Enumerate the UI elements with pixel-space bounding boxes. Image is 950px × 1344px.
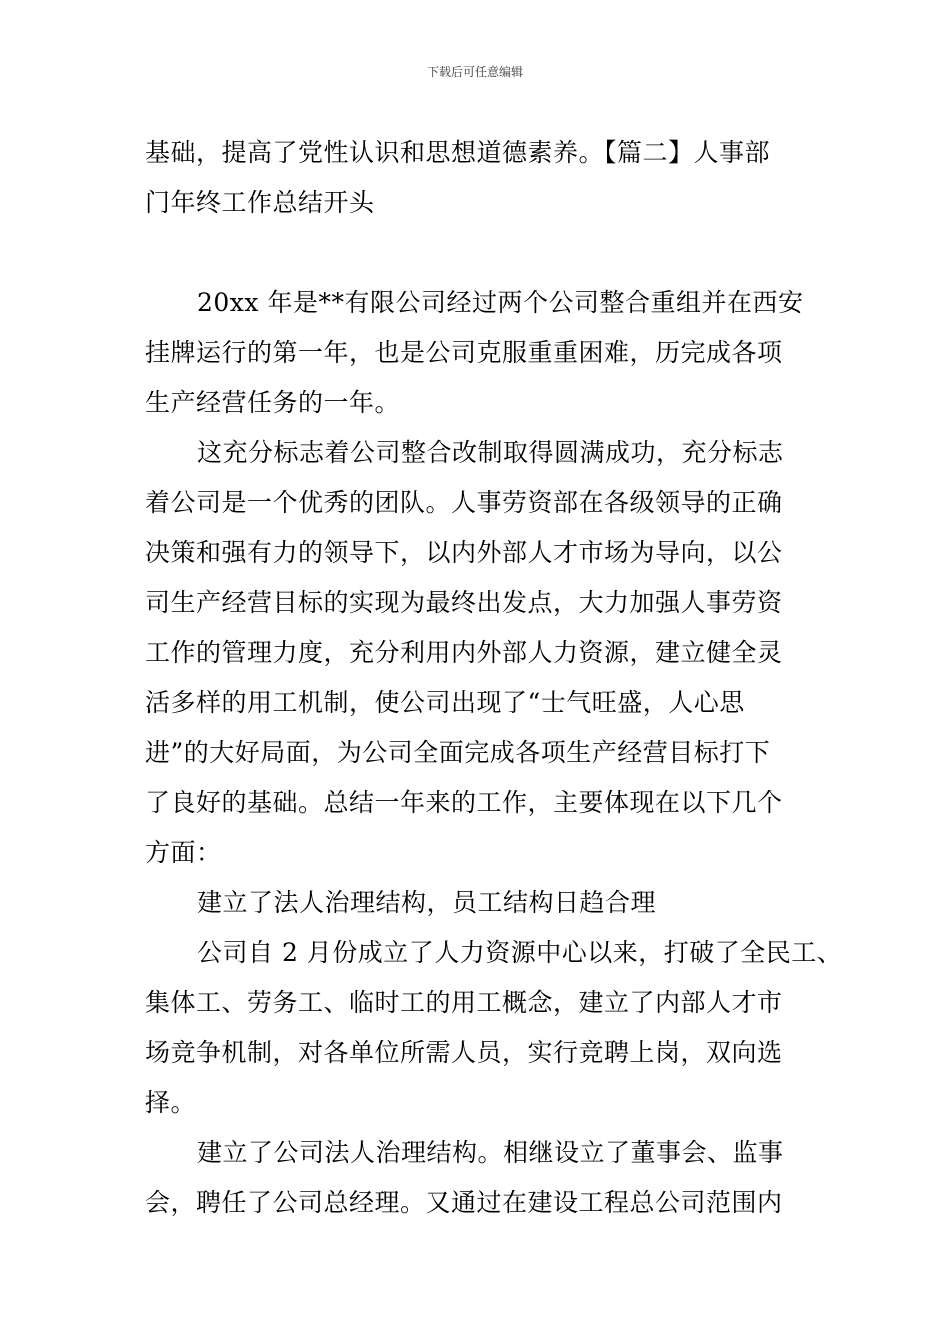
text-line: 活多样的用工机制，使公司出现了“士气旺盛，人心思 — [145, 688, 745, 717]
text-line: 20xx 年是**有限公司经过两个公司整合重组并在西安 — [197, 288, 804, 317]
paragraph-gap — [145, 228, 810, 278]
section-heading: 建立了法人治理结构，员工结构日趋合理 — [197, 888, 657, 917]
text-line: 集体工、劳务工、临时工的用工概念，建立了内部人才市 — [145, 988, 783, 1017]
document-body — [145, 128, 843, 1228]
text-line: 这充分标志着公司整合改制取得圆满成功，充分标志 — [197, 438, 784, 467]
text-line: 择。 — [145, 1088, 197, 1117]
text-line: 挂牌运行的第一年，也是公司克服重重困难，历完成各项 — [145, 338, 783, 367]
text-line: 司生产经营目标的实现为最终出发点，大力加强人事劳资 — [145, 588, 783, 617]
text-line: 门年终工作总结开头 — [145, 188, 375, 217]
text-line: 生产经营任务的一年。 — [145, 388, 401, 417]
text-line: 基础，提高了党性认识和思想道德素养。【篇二】人事部 — [145, 138, 771, 167]
text-line: 会，聘任了公司总经理。又通过在建设工程总公司范围内 — [145, 1188, 783, 1217]
text-line: 建立了公司法人治理结构。相继设立了董事会、监事 — [197, 1138, 784, 1167]
text-line: 着公司是一个优秀的团队。人事劳资部在各级领导的正确 — [145, 488, 783, 517]
text-line: 工作的管理力度，充分利用内外部人力资源，建立健全灵 — [145, 638, 783, 667]
text-line: 进”的大好局面，为公司全面完成各项生产经营目标打下 — [145, 738, 771, 767]
text-line: 方面： — [145, 838, 222, 867]
text-line: 公司自 2 月份成立了人力资源中心以来，打破了全民工、 — [197, 938, 843, 967]
text-line: 场竞争机制，对各单位所需人员，实行竞聘上岗，双向选 — [145, 1038, 783, 1067]
page-header-note: 下载后可任意编辑 — [426, 65, 523, 79]
text-line: 了良好的基础。总结一年来的工作，主要体现在以下几个 — [145, 788, 783, 817]
text-line: 决策和强有力的领导下，以内外部人才市场为导向，以公 — [145, 538, 783, 567]
